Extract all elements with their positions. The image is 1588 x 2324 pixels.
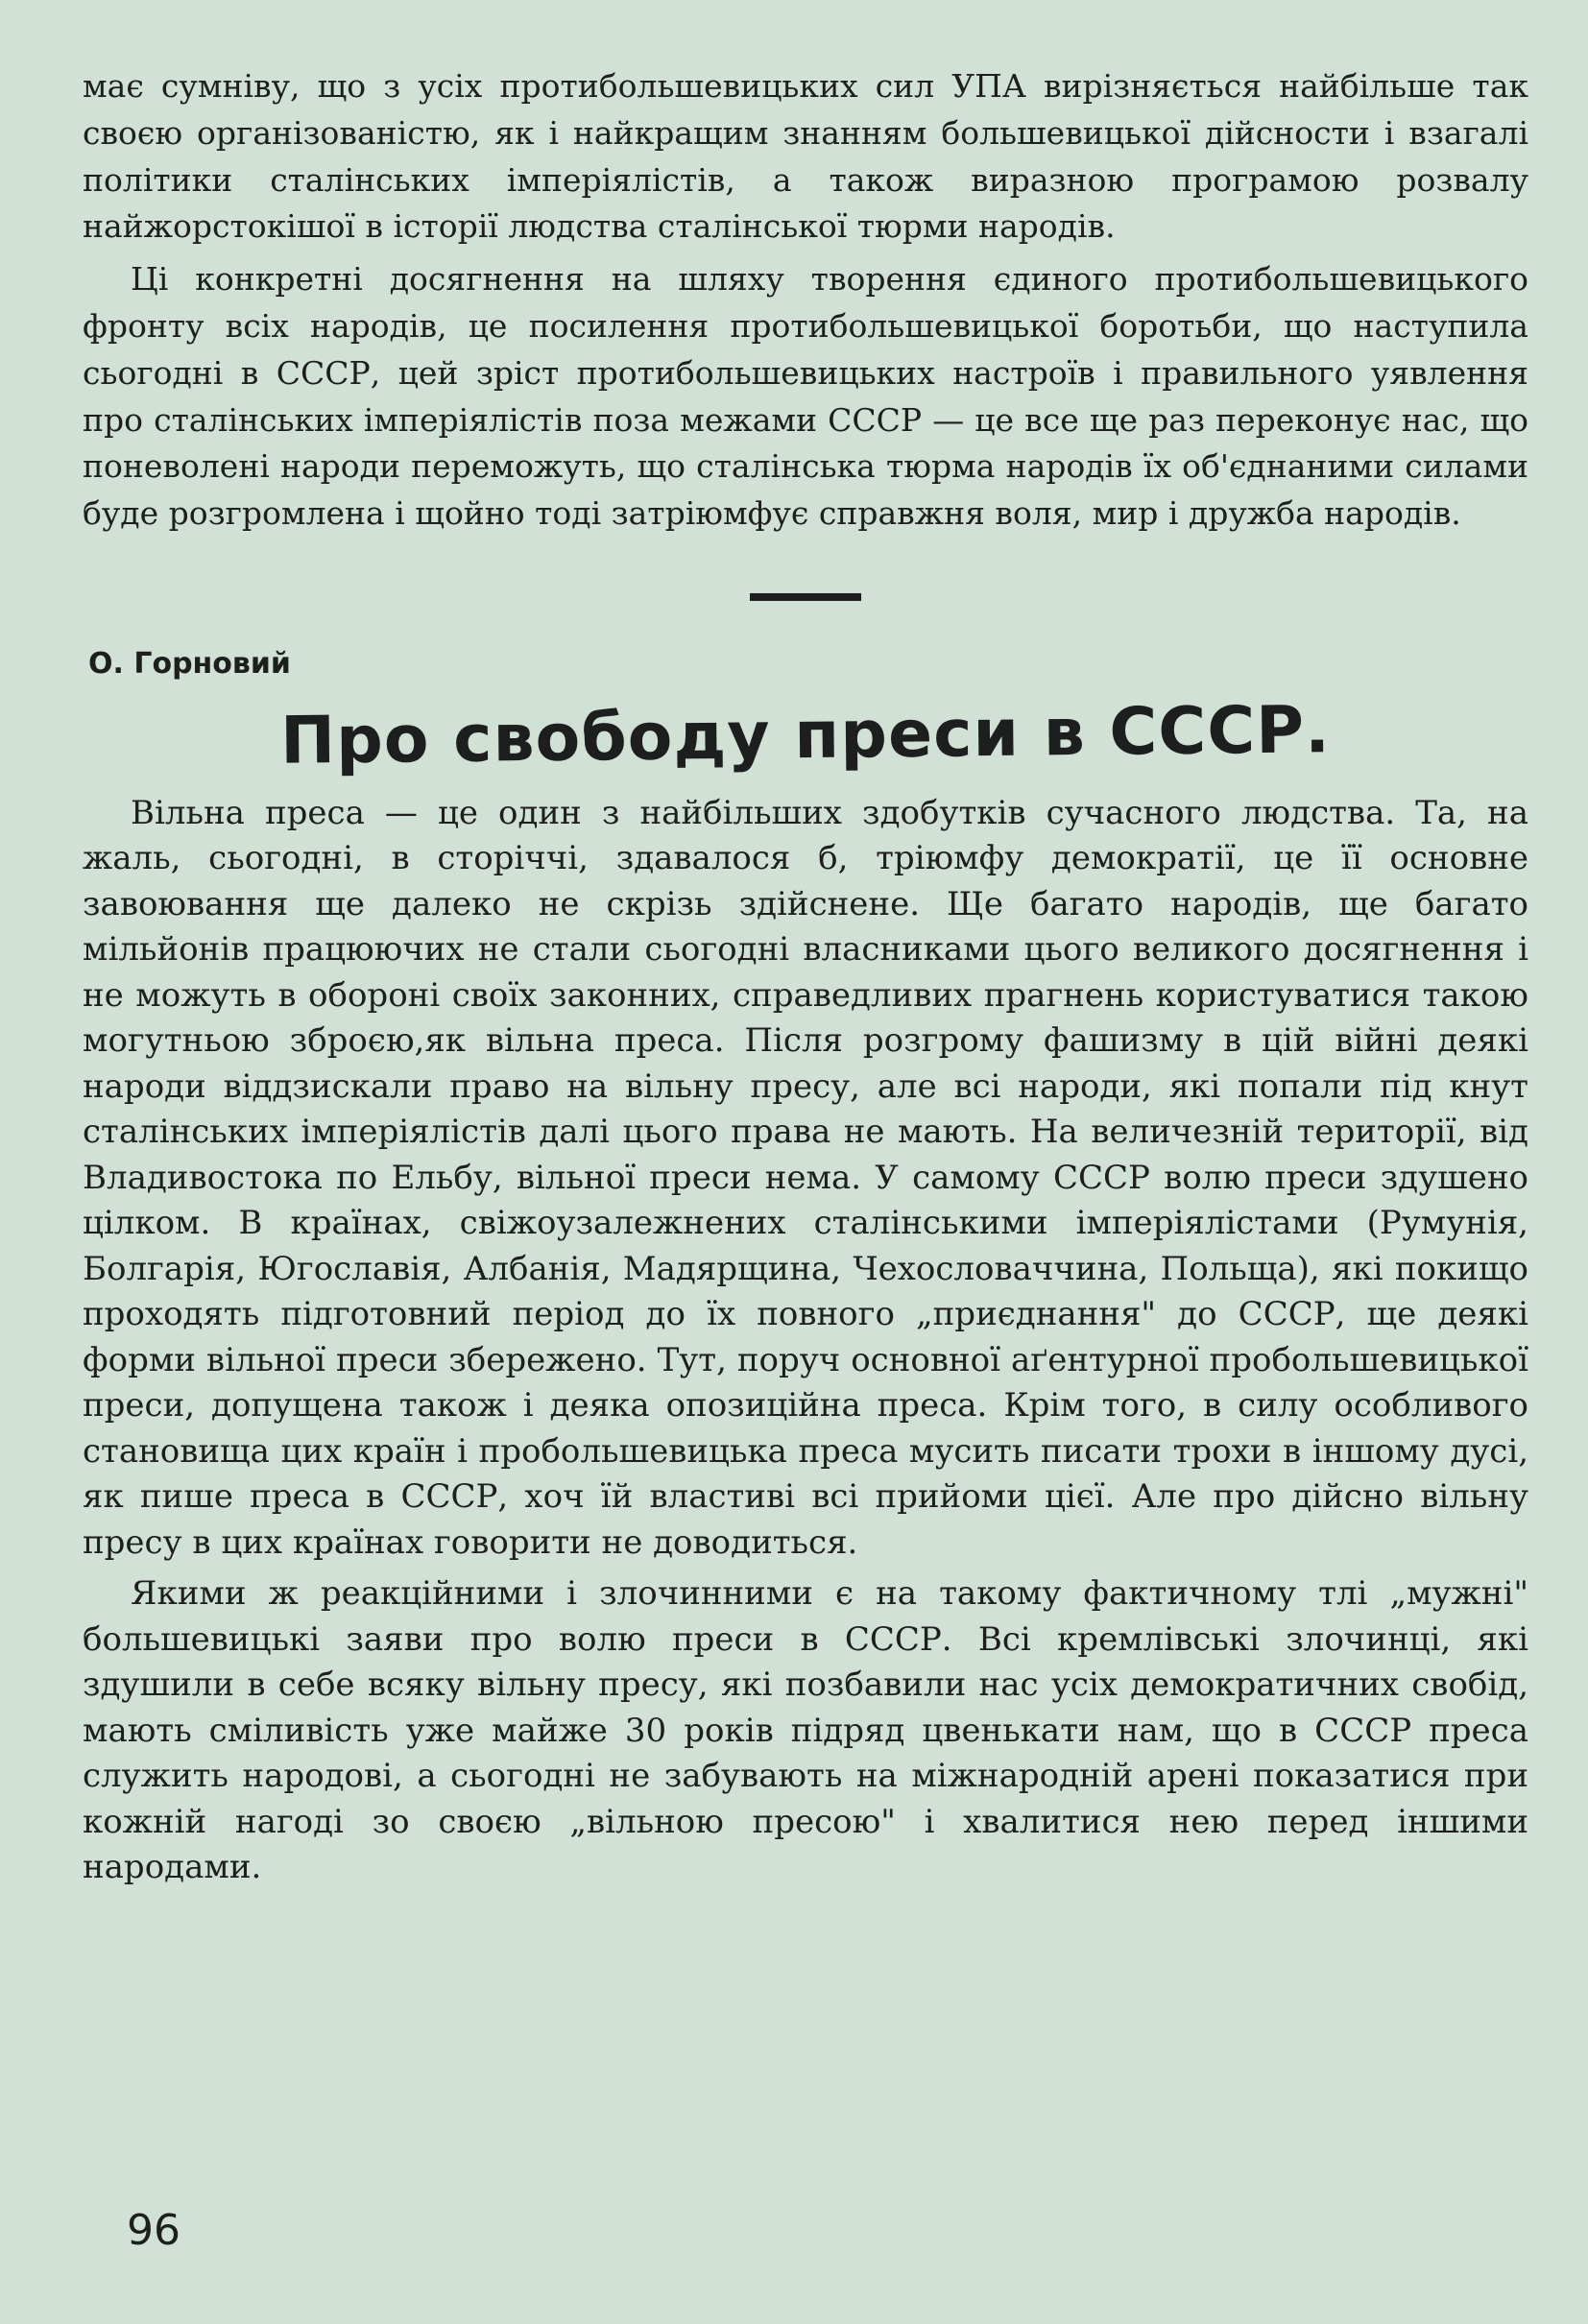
section-divider bbox=[750, 593, 861, 601]
closing-paragraph: Ці конкретні досягнення на шляху творення єдиного протибольшевицького фронту всіх народів, це посилення протибольшевицької боротьби, що наступила сьогодні в СССР, цей зріст протибольшевицьких настроїв і правильного уявлення про сталінських імперіялістів поза межами СССР — це все ще раз переконує нас, що поневолені народи переможуть, що сталінська тюрма народів їх об'єднаними силами буде розгромлена і щойно тоді затріюмфує справжня воля, мир і дружба народів. bbox=[83, 260, 1528, 533]
article-paragraph: Вільна преса — це один з найбільших здобутків сучасного людства. Та, на жаль, сьогодні, в сторіччі, здавалося б, тріюмфу демократії, це її основне завоювання ще далеко не скрізь здійснене. Ще багато народів, ще багато мільйонів працюючих не стали сьогодні власниками цього великого досягнення і не можуть в обороні своїх законних, справедливих прагнень користуватися такою могутньою зброєю,як вільна преса. Після розгрому фашизму в цій війні деякі народи віддзискали право на вільну пресу, але всі народи, які попали під кнут сталінських імперіялістів далі цього права не мають. На величезній території, від Владивостока по Ельбу, вільної преси нема. У самому СССР волю преси здушено цілком. В країнах, свіжоузалежнених сталінськими імперіялістами (Румунія, Болгарія, Югославія, Албанія, Мадярщина, Чехословаччина, Польща), які покищо проходять підготовний період до їх повного „приєднання" до СССР, ще деякі форми вільної преси збережено. Тут, поруч основної аґентурної пробольшевицької преси, допущена також і деяка опозиційна преса. Крім того, в силу особливого становища цих країн і пробольшевицька преса мусить писати трохи в іншому дусі, як пише преса в СССР, хоч їй властиві всі прийоми цієї. Але про дійсно вільну пресу в цих країнах говорити не доводиться. bbox=[83, 793, 1528, 1562]
article-body bbox=[83, 791, 1528, 1891]
previous-article-ending bbox=[83, 63, 1528, 538]
continued-paragraph: має сумніву, що з усіх протибольшевицьких сил УПА вирізняється найбільше так своєю організованістю, як і найкращим знанням большевицької дійсности і взагалі політики сталінських імперіялістів, а також виразною програмою розвалу найжорстокішої в історії людства сталінської тюрми народів. bbox=[83, 67, 1528, 246]
article-title: Про свободу преси в СССР. bbox=[279, 692, 1332, 779]
article-paragraph: Якими ж реакційними і злочинними є на такому фактичному тлі „мужні" большевицькі заяви про волю преси в СССР. Всі кремлівські злочинці, які здушили в себе всяку вільну пресу, які позбавили нас усіх демократичних свобід, мають сміливість уже майже 30 років підряд цвенькати нам, що в СССР преса служить народові, а сьогодні не забувають на міжнародній арені показатися при кожній нагоді зо своєю „вільною пресою" і хвалитися нею перед іншими народами. bbox=[83, 1574, 1528, 1887]
article-author: О. Горновий bbox=[88, 646, 291, 681]
page-number: 96 bbox=[127, 2206, 180, 2255]
